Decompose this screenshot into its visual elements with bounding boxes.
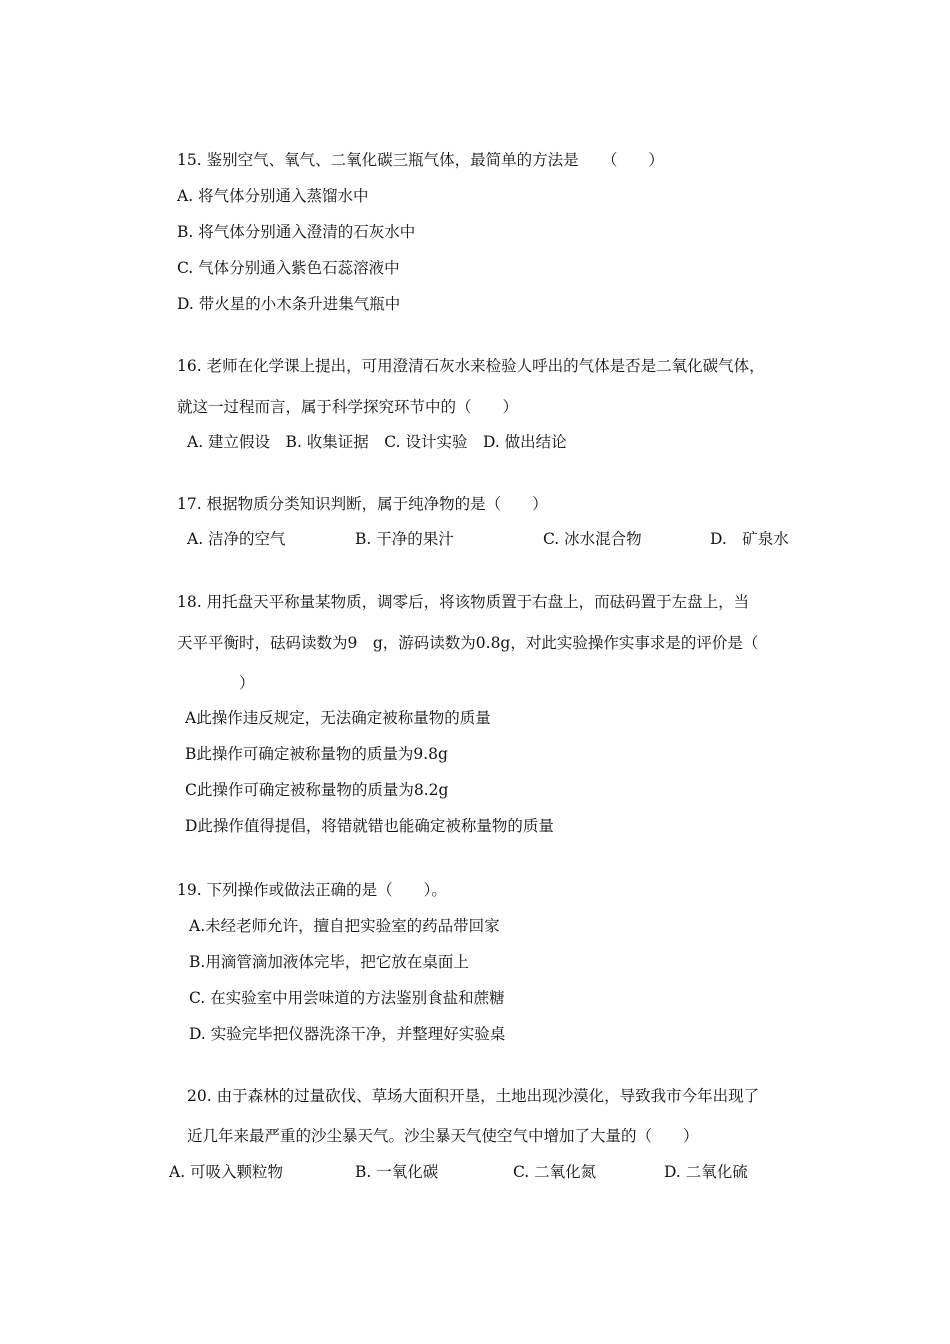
q20-stem-line-2: 近几年来最严重的沙尘暴天气。沙尘暴天气使空气中增加了大量的（ ） [187, 1127, 699, 1145]
q18-stem-line-2: 天平平衡时，砝码读数为9 g，游码读数为0.8g，对此实验操作实事求是的评价是（ [177, 634, 759, 652]
q19-stem: 19. 下列操作或做法正确的是（ ）。 [177, 881, 447, 899]
q16-stem-line-2: 就这一过程而言，属于科学探究环节中的（ ） [177, 398, 519, 416]
q19-option-d: D. 实验完毕把仪器洗涤干净，并整理好实验桌 [189, 1025, 506, 1043]
q15-option-d: D. 带火星的小木条升进集气瓶中 [177, 295, 401, 313]
q18-option-c: C此操作可确定被称量物的质量为8.2g [185, 781, 449, 799]
q17-option-d: D. 矿泉水 [710, 530, 789, 548]
q15-option-b: B. 将气体分别通入澄清的石灰水中 [177, 223, 416, 241]
q18-stem-line-3: ） [177, 674, 255, 692]
q17-option-b: B. 干净的果汁 [355, 530, 454, 548]
q15-option-a: A. 将气体分别通入蒸馏水中 [177, 187, 369, 205]
q16-options: A. 建立假设 B. 收集证据 C. 设计实验 D. 做出结论 [187, 433, 567, 451]
q19-option-b: B.用滴管滴加液体完毕，把它放在桌面上 [189, 953, 469, 971]
q18-option-a: A此操作违反规定，无法确定被称量物的质量 [185, 709, 491, 727]
q20-option-c: C. 二氧化氮 [513, 1163, 597, 1181]
q15-stem: 15. 鉴别空气、氧气、二氧化碳三瓶气体，最简单的方法是 （ ） [177, 151, 664, 169]
q16-stem-line-1: 16. 老师在化学课上提出，可用澄清石灰水来检验人呼出的气体是否是二氧化碳气体， [177, 357, 765, 375]
q18-option-d: D此操作值得提倡，将错就错也能确定被称量物的质量 [185, 817, 554, 835]
q17-option-c: C. 冰水混合物 [543, 530, 642, 548]
q15-option-c: C. 气体分别通入紫色石蕊溶液中 [177, 259, 400, 277]
q19-option-c: C. 在实验室中用尝味道的方法鉴别食盐和蔗糖 [189, 989, 505, 1007]
q20-option-b: B. 一氧化碳 [355, 1163, 439, 1181]
q19-option-a: A.未经老师允许，擅自把实验室的药品带回家 [189, 917, 500, 935]
q20-option-d: D. 二氧化硫 [664, 1163, 748, 1181]
q20-stem-line-1: 20. 由于森林的过量砍伐、草场大面积开垦，土地出现沙漠化，导致我市今年出现了 [187, 1087, 760, 1105]
q18-option-b: B此操作可确定被称量物的质量为9.8g [185, 745, 448, 763]
q20-option-a: A. 可吸入颗粒物 [169, 1163, 284, 1181]
q17-option-a: A. 洁净的空气 [187, 530, 286, 548]
q17-stem: 17. 根据物质分类知识判断，属于纯净物的是（ ） [177, 495, 548, 513]
q18-stem-line-1: 18. 用托盘天平称量某物质，调零后，将该物质置于右盘上，而砝码置于左盘上，当 [177, 593, 750, 611]
